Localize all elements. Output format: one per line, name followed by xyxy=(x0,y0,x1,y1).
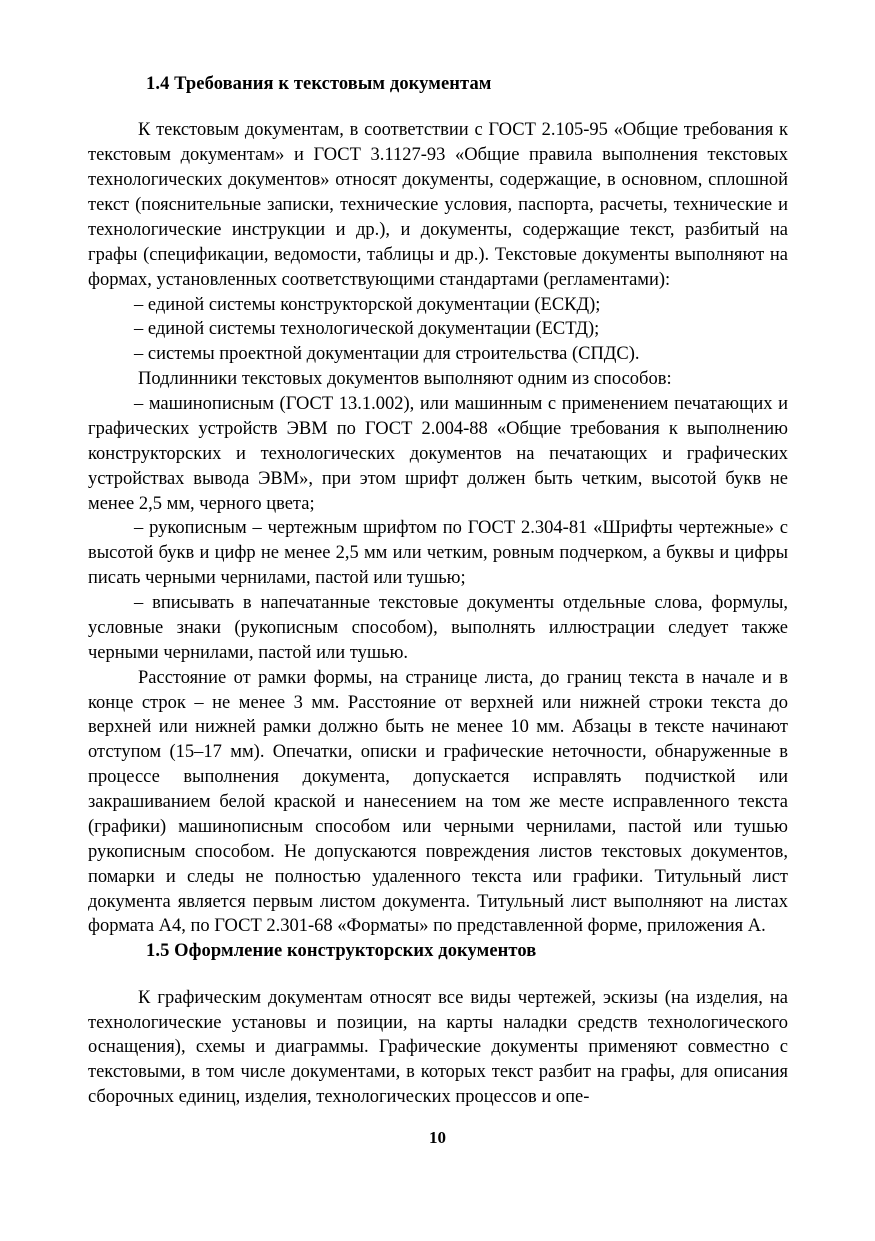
list-item-eskd: – единой системы конструкторской документации (ЕСКД); xyxy=(134,294,601,315)
page-number: 10 xyxy=(429,1128,446,1147)
section-heading-1-5: 1.5 Оформление конструкторских документов xyxy=(146,941,537,962)
paragraph-margins: Расстояние от рамки формы, на странице листа, до границ текста в начале и в конце строк – не менее 3 мм. Расстояние от верхней или нижней строки текста до верхней или нижней рамки должно быть не менее 10 мм. Абзацы в тексте начинают отступом (15–17 мм). Опечатки, описки и графические неточности, обнаруженные в процессе выполнения документа, допускается исправлять подчисткой или закрашиванием белой краской и нанесением на том же месте исправленного текста (графики) машинописным способом или черными чернилами, пастой или тушью рукописным способом. Не допускаются повреждения листов текстовых документов, помарки и следы не полностью удаленного текста или графики. Титульный лист документа является первым листом документа. Титульный лист выполняют на листах формата А4, по ГОСТ 2.301-68 «Форматы» по представленной форме, приложения А. xyxy=(88,667,788,937)
list-item-handwritten: – рукописным – чертежным шрифтом по ГОСТ 2.304-81 «Шрифты чертежные» с высотой букв и цифр не менее 2,5 мм или четким, ровным подчерком, а буквы и цифры писать черными чернилами, пастой или тушью; xyxy=(88,518,788,589)
paragraph-1-4-intro: К текстовым документам, в соответствии с ГОСТ 2.105-95 «Общие требования к текстовым документам» и ГОСТ 3.1127-93 «Общие правила выполнения текстовых технологических документов» относят документы, содержащие, в основном, сплошной текст (пояснительные записки, технические условия, паспорта, расчеты, технические и технологические инструкции и др.), и документы, содержащие текст, разбитый на графы (спецификации, ведомости, таблицы и др.). Текстовые документы выполняют на формах, установленных соответствующими стандартами (регламентами): xyxy=(88,120,788,290)
list-item-typewritten: – машинописным (ГОСТ 13.1.002), или машинным с применением печатающих и графических устройств ЭВМ по ГОСТ 2.004-88 «Общие требования к выполнению конструкторских и технологических документов на печатающих и графических устройствах вывода ЭВМ», при этом шрифт должен быть четким, высотой букв не менее 2,5 мм, черного цвета; xyxy=(88,394,788,514)
list-item-estd: – единой системы технологической документации (ЕСТД); xyxy=(134,319,600,340)
section-heading-1-4: 1.4 Требования к текстовым документам xyxy=(146,74,492,94)
paragraph-1-5-intro: К графическим документам относят все виды чертежей, эскизы (на изделия, на технологические установы и позиции, на карты наладки средств технологического оснащения), схемы и диаграммы. Графические документы применяют совместно с текстовыми, в том числе документами, в которых текст разбит на графы, для описания сборочных единиц, изделия, технологических процессов и опе- xyxy=(88,987,788,1108)
page-content xyxy=(88,72,788,1110)
paragraph-originals-intro: Подлинники текстовых документов выполняют одним из способов: xyxy=(138,369,672,390)
list-item-spds: – системы проектной документации для строительства (СПДС). xyxy=(134,344,640,365)
list-item-inscribe: – вписывать в напечатанные текстовые документы отдельные слова, формулы, условные знаки (рукописным способом), выполнять иллюстрации следует также черными чернилами, пастой или тушью. xyxy=(88,593,788,663)
